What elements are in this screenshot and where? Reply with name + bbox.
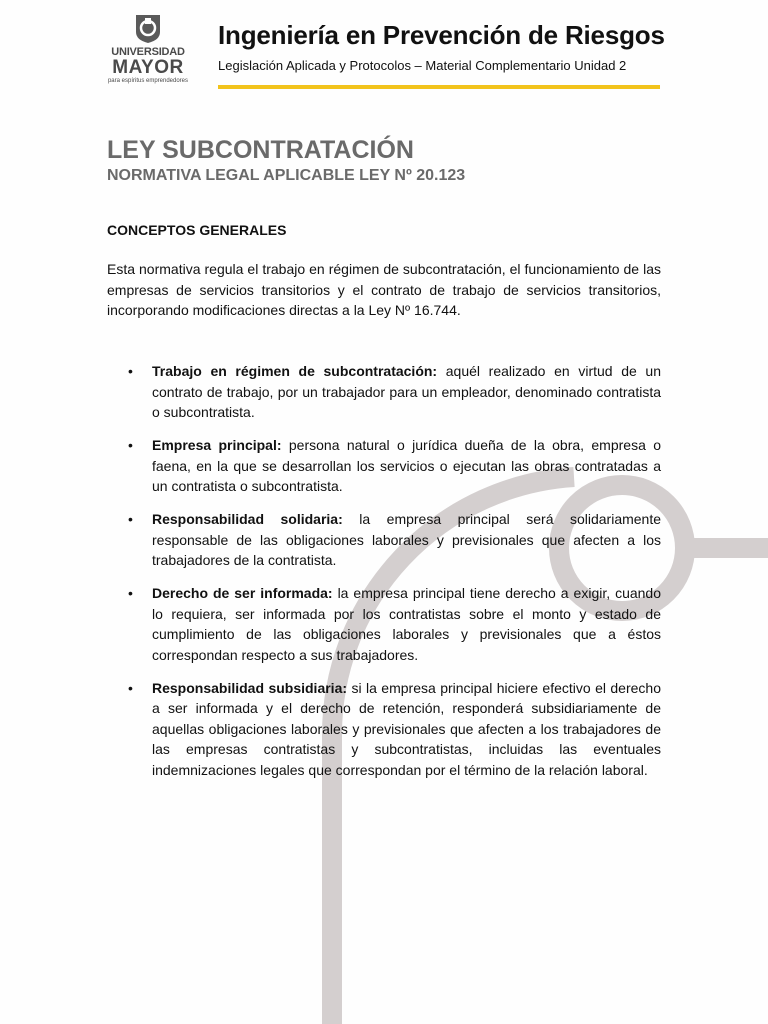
header-title: Ingeniería en Prevención de Riesgos <box>218 20 665 50</box>
list-item <box>107 583 661 665</box>
document-title: LEY SUBCONTRATACIÓN <box>107 136 414 164</box>
logo-mayor-text: MAYOR <box>112 57 184 78</box>
intro-paragraph: Esta normativa regula el trabajo en régimen de subcontratación, el funcionamiento de las empresas de servicios transitorios y el contrato de trabajo de servicios transitorios, incorporando modificaciones directas a la Ley Nº 16.744. <box>107 261 661 318</box>
section-heading: CONCEPTOS GENERALES <box>107 222 287 238</box>
term-definition: la empresa principal será solidariamente responsable de las obligaciones laborales y previsionales que afecten a los trabajadores de la contratista. <box>152 511 662 568</box>
term-label: Responsabilidad solidaria: <box>152 511 343 527</box>
bullet-icon: • <box>128 511 133 527</box>
term-definition: persona natural o jurídica dueña de la obra, empresa o faena, en la que se desarrollan los servicios o ejecutan las obras contratadas a un contratista o subcontratista. <box>152 437 662 494</box>
bullet-icon: • <box>128 585 133 601</box>
list-item <box>107 509 661 571</box>
document-subtitle: NORMATIVA LEGAL APLICABLE LEY Nº 20.123 <box>107 167 466 184</box>
term-definition: la empresa principal tiene derecho a exigir, cuando lo requiera, ser informada por los contratistas sobre el monto y estado de cumplimiento de las obligaciones laborales y previsionales que a éstos correspondan respecto a sus trabajadores. <box>152 585 662 663</box>
term-label: Responsabilidad subsidiaria: <box>152 679 348 696</box>
logo-tagline: para espíritus emprendedores <box>107 78 189 84</box>
university-logo <box>100 14 196 85</box>
term-definition: aquél realizado en virtud de un contrato de trabajo, por un trabajador para un empleador, denominado contratista o subcontratista. <box>152 363 662 420</box>
definitions-list <box>107 361 661 793</box>
list-item <box>107 361 661 423</box>
term-label: Empresa principal: <box>152 437 282 453</box>
bullet-icon: • <box>128 363 133 379</box>
term-label: Derecho de ser informada: <box>152 585 333 601</box>
term-definition: si la empresa principal hiciere efectivo el derecho a ser informada y el derecho de retención, responderá subsidiariamente de aquellas obligaciones laborales y previsionales que afecten a los trabajadores de las empresas contratistas y subcontratistas, incluidas las eventuales indemnizaciones legales que correspondan por el término de la relación laboral. <box>152 679 661 778</box>
bullet-icon: • <box>128 679 133 696</box>
header-subtitle: Legislación Aplicada y Protocolos – Material Complementario Unidad 2 <box>218 58 627 73</box>
list-item <box>107 678 661 781</box>
bullet-icon: • <box>128 437 133 453</box>
logo-university-text: UNIVERSIDAD <box>111 46 185 58</box>
term-label: Trabajo en régimen de subcontratación: <box>152 363 438 379</box>
list-item <box>107 435 661 497</box>
header-accent-rule <box>218 85 660 89</box>
shield-icon <box>135 14 161 44</box>
